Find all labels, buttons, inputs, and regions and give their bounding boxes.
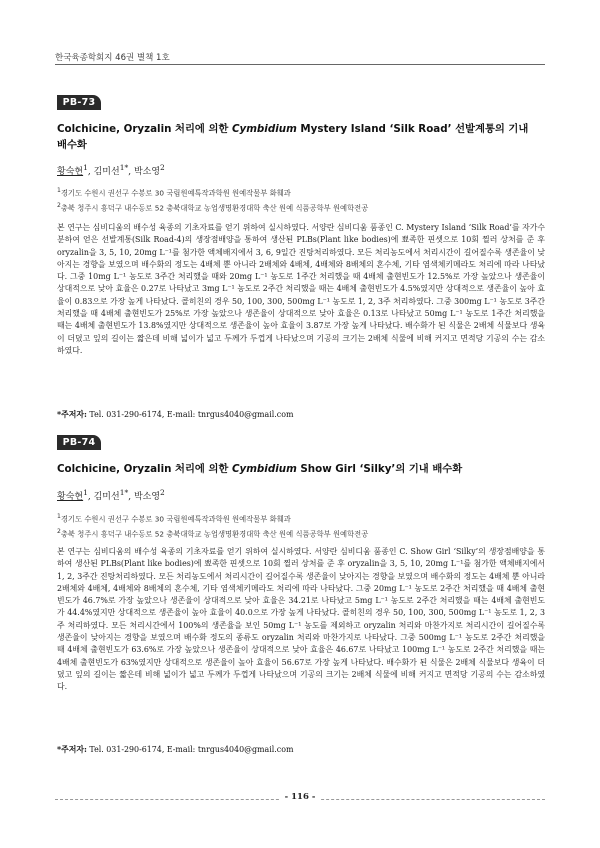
affiliation-text: 충북 청주시 흥덕구 내수동로 52 충북대학교 농업생명환경대학 축산 원예 식품공학부 원예학전공 [60, 203, 369, 213]
header-divider [55, 64, 545, 65]
title-prefix: Colchicine, Oryzalin 처리에 의한 [57, 123, 232, 135]
author-name: 황숙현 [57, 167, 84, 177]
author-list [57, 488, 165, 502]
abstract-body: 본 연구는 심비디움의 배수성 육종의 기초자료를 얻기 위하여 실시하였다. 서양란 심비디움 품종인 C. Mystery Island ‘Silk Road’를 자가수분하여 얻은 선발계통(Silk Road-4)의 생장점배양을 통하여 생산된 PLBs(Plant like bodies)에 뾰족한 핀셋으로 10회 찔러 상처를 준 후 oryzalin을 3, 5, 10, 20mg L⁻¹를 첨가한 액체배지에서 3, 6, 9일간 진탕처리하였다. 모든 처리농도에서 처리시간이 길어질수록 생존율이 낮아지는 경향을 보였으며 배수화의 정도는 4배체 뿐 아니라 2배체와 4배체, 4배체와 8배체의 혼수체, 기타 염색체키메라도 처리에 따라 나타났다. 그중 10mg L⁻¹ 농도로 3주간 처리했을 때와 20mg L⁻¹ 농도로 1주간 처리했을 때 4배체 출현빈도가 12.5%로 가장 높았으나 생존율이 상대적으로 낮아 효율은 0.27로 나타났고 3mg L⁻¹ 농도로 2주간 처리했을 때는 4배체 출현빈도가 4.5%였지만 상대적으로 생존율이 높아 효율이 0.83으로 가장 높게 나타났다. 콜히친의 경우 50, 100, 300, 500mg L⁻¹ 농도로 1, 2, 3주 처리하였다. 그중 300mg L⁻¹ 농도로 3주간 처리했을 때 4배체 출현빈도가 25%로 가장 높았으나 생존율이 상대적으로 낮아 효율은 0.13로 나타났고 50mg L⁻¹ 농도로 1주간 처리했을 때는 4배체 출현빈도가 13.8%였지만 상대적으로 생존율이 높아 효율이 3.87로 가장 높게 나타났다. 배수화가 된 식물은 2배체 식물보다 생육이 더뎠고 잎의 길이는 짧은데 비해 넓이가 넓고 두께가 두껍게 나타났으며 기공의 크기는 2배체 식물에 비해 커지고 면적당 기공의 수는 감소하였다. [57, 223, 545, 355]
affiliations [57, 184, 547, 215]
author-affil-mark: 1 [83, 163, 88, 172]
author-name: 황숙현 [57, 492, 84, 502]
contact-text: Tel. 031-290-6174, E-mail: tnrgus4040@gmail.com [86, 410, 294, 419]
author-affil-mark: 1 [83, 488, 88, 497]
page-number [0, 792, 600, 802]
abstract-id-badge: PB-74 [57, 435, 101, 450]
author-affil-mark: 2 [160, 163, 165, 172]
author-name: , 박소영 [128, 167, 161, 177]
affiliation-line [57, 510, 547, 525]
author-affil-mark: 2 [160, 488, 165, 497]
affiliation-mark: 2 [57, 202, 61, 210]
author-name: , 김미선 [87, 167, 120, 177]
author-affil-mark: 1* [119, 488, 129, 497]
journal-header: 한국육종학회지 46권 별책 1호 [55, 53, 170, 63]
title-suffix: Mystery Island ‘Silk Road’ 선발계통의 기내 [296, 123, 529, 135]
affiliation-mark: 1 [57, 187, 61, 194]
affiliation-line [57, 199, 547, 214]
author-list [57, 163, 165, 177]
page-number-text: - 116 - [279, 792, 322, 802]
title-line2: 배수화 [57, 139, 87, 151]
abstract-title [57, 121, 544, 153]
affiliation-text: 경기도 수원시 권선구 수봉로 30 국립원예특작과학원 원예작물부 화훼과 [60, 188, 291, 198]
abstract-title [57, 461, 544, 477]
affiliation-mark: 2 [57, 528, 61, 536]
contact-label: *주저자: [57, 410, 87, 419]
contact-text: Tel. 031-290-6174, E-mail: tnrgus4040@gmail.com [86, 745, 294, 754]
abstract-body: 본 연구는 심비디움의 배수성 육종의 기초자료를 얻기 위하여 실시하였다. 서양란 심비디움 품종인 C. Show Girl ‘Silky’의 생장점배양을 통하여 생산된 PLBs(Plant like bodies)에 뾰족한 핀셋으로 10회 찔러 상처를 준 후 oryzalin을 3, 5, 10, 20mg L⁻¹를 첨가한 액체배지에서 1, 2, 3주간 진탕처리하였다. 모든 처리농도에서 처리시간이 길어질수록 생존율이 낮아지는 경향을 보였으며 배수화의 정도는 4배체 뿐 아니라 2배체와 4배체, 4배체와 8배체의 혼수체, 기타 염색체키메라도 처리에 따라 나타났다. 그중 20mg L⁻¹ 농도로 2주간 처리했을 때 4배체 출현빈도가 46.7%로 가장 높았으나 생존율이 상대적으로 낮아 효율은 34.21로 나타났고 5mg L⁻¹ 농도로 2주간 처리했을 때는 4배체 출현빈도가 44.4%였지만 상대적으로 생존율이 높아 효율이 40.0으로 가장 높게 나타났다. 콜히친의 경우 50, 100, 300, 500mg L⁻¹ 농도로 1, 2, 3주 처리하였다. 모든 처리시간에서 100%의 생존율을 보인 50mg L⁻¹ 농도를 제외하고 oryzalin 처리와 마찬가지로 처리시간이 길어질수록 생존율이 낮아지는 경향을 보였으며 배수화 정도의 종류도 oryzalin 처리와 마찬가지로 나타났다. 그중 500mg L⁻¹ 농도로 2주간 처리했을 때 4배체 출현빈도가 63.6%로 가장 높았으나 생존율이 상대적으로 낮아 효율은 46.67로 나타났고 100mg L⁻¹ 농도로 2주간 처리했을 때는 4배체 출현빈도가 63%였지만 상대적으로 생존율이 높아 효율이 56.67로 가장 높게 나타났다. 배수화가 된 식물은 2배체 식물보다 생육이 더뎠고 잎의 길이는 짧은데 비해 넓이가 넓고 두께가 두껍게 나타났으며 기공의 크기는 2배체 식물에 비해 커지고 면적당 기공의 수는 감소하였다. [57, 547, 545, 692]
title-suffix: Show Girl ‘Silky’의 기내 배수화 [296, 463, 463, 475]
affiliation-text: 충북 청주시 흥덕구 내수동로 52 충북대학교 농업생명환경대학 축산 원예 식품공학부 원예학전공 [60, 529, 369, 539]
title-prefix: Colchicine, Oryzalin 처리에 의한 [57, 463, 232, 475]
title-genus: Cymbidium [231, 463, 297, 475]
author-name: , 김미선 [87, 492, 120, 502]
author-name: , 박소영 [128, 492, 161, 502]
author-affil-mark: 1* [119, 163, 129, 172]
title-genus: Cymbidium [231, 123, 297, 135]
affiliation-text: 경기도 수원시 권선구 수봉로 30 국립원예특작과학원 원예작물부 화훼과 [60, 514, 291, 524]
affiliation-line [57, 184, 547, 199]
contact-label: *주저자: [57, 745, 87, 754]
affiliation-line [57, 525, 547, 540]
affiliation-mark: 1 [57, 513, 61, 520]
abstract-id-badge: PB-73 [57, 95, 101, 110]
corresponding-author [57, 744, 293, 755]
affiliations [57, 510, 547, 541]
corresponding-author [57, 409, 293, 420]
